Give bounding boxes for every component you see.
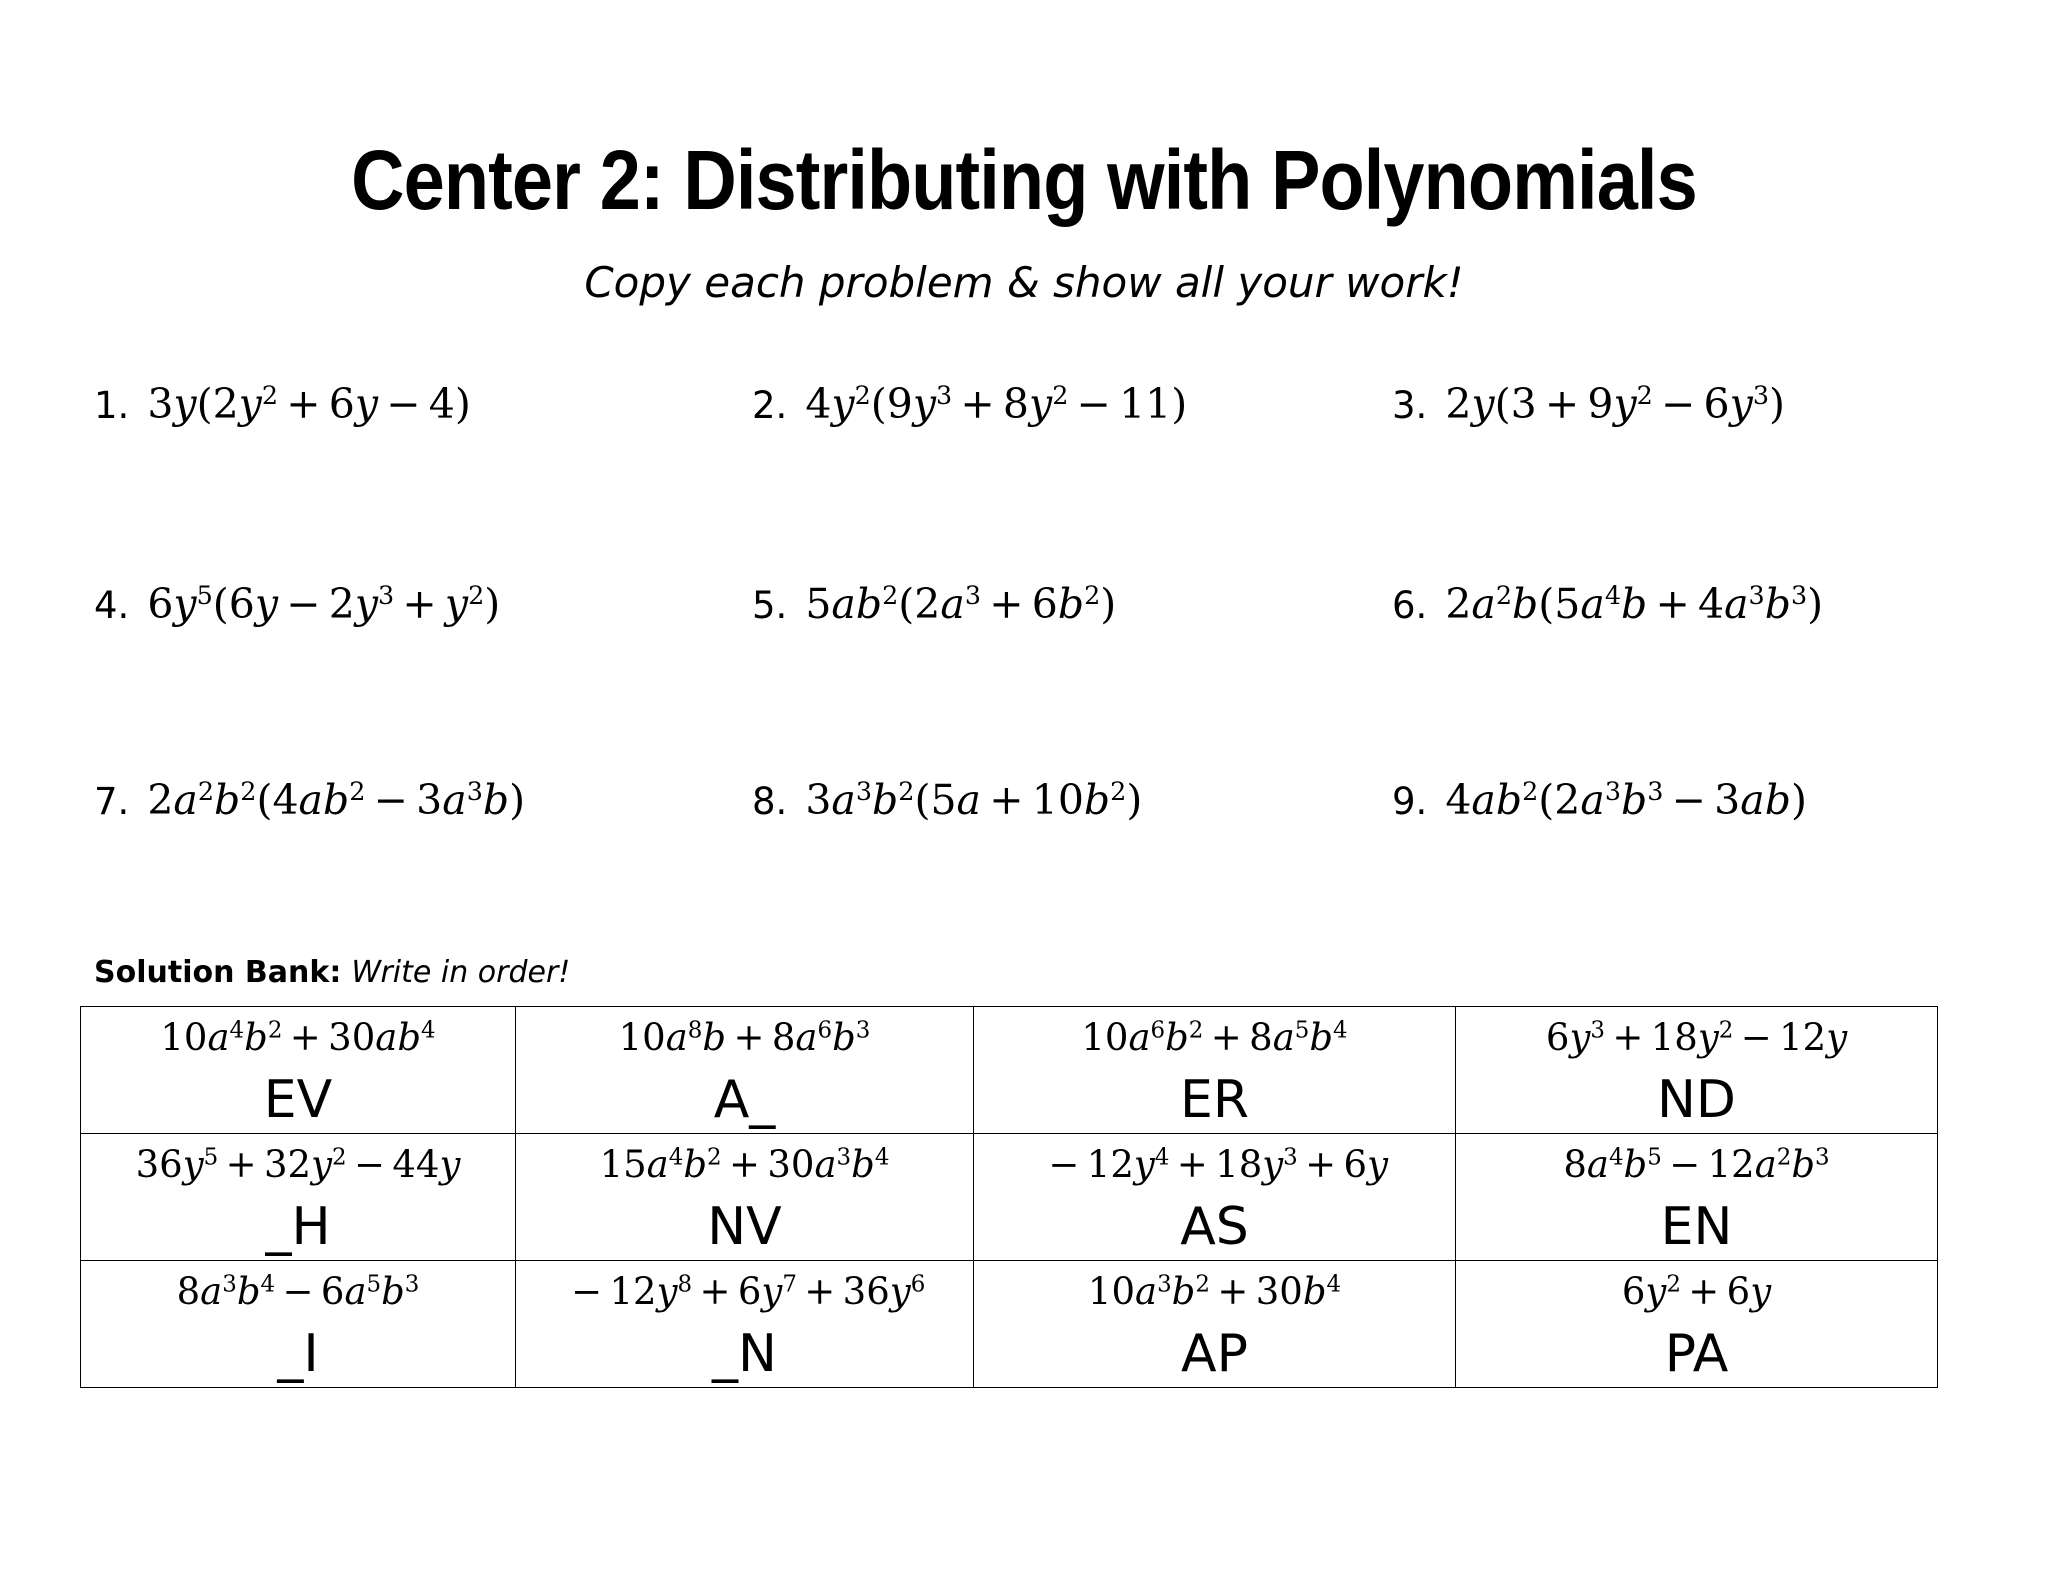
problem-number: 8. xyxy=(752,780,788,823)
solution-code: AS xyxy=(1180,1197,1249,1257)
problem-expression: $3a^3b^2(5a + 10b^2)$ xyxy=(805,776,1143,824)
solution-expression: − $12y^4 + 18y^3 + 6y$ xyxy=(1041,1143,1388,1186)
solution-cell xyxy=(516,1261,974,1388)
solution-code: _I xyxy=(277,1324,319,1384)
problem-expression: $2a^2b^2(4ab^2 - 3a^3b)$ xyxy=(147,776,526,824)
problem-expression: $6y^5(6y - 2y^3 + y^2)$ xyxy=(147,580,501,628)
solution-cell xyxy=(1456,1261,1938,1388)
table-row xyxy=(81,1134,1938,1261)
solution-expression: $10a^6b^2 + 8a^5b^4$ xyxy=(1081,1016,1348,1059)
solution-cell xyxy=(516,1007,974,1134)
solution-cell xyxy=(974,1261,1456,1388)
problem-expression: $4ab^2(2a^3b^3 - 3ab)$ xyxy=(1445,776,1807,824)
page-title: Center 2: Distributing with Polynomials xyxy=(351,133,1697,227)
problem-6 xyxy=(1392,580,1824,628)
solution-code: _N xyxy=(712,1324,777,1384)
solution-code: EN xyxy=(1660,1197,1733,1257)
solution-cell xyxy=(974,1134,1456,1261)
solution-cell xyxy=(81,1007,516,1134)
table-row xyxy=(81,1261,1938,1388)
solution-cell xyxy=(81,1134,516,1261)
solution-cell xyxy=(81,1261,516,1388)
solution-expression: $6y^3 + 18y^2 - 12y$ xyxy=(1545,1016,1848,1059)
solution-cell xyxy=(1456,1007,1938,1134)
problem-expression: $2a^2b(5a^4b + 4a^3b^3)$ xyxy=(1445,580,1824,628)
problem-number: 3. xyxy=(1392,384,1428,427)
solution-code: EV xyxy=(263,1070,333,1130)
problem-number: 1. xyxy=(94,384,130,427)
solution-cell xyxy=(1456,1134,1938,1261)
solution-expression: $10a^3b^2 + 30b^4$ xyxy=(1087,1270,1342,1313)
problem-4 xyxy=(94,580,501,628)
solution-code: ER xyxy=(1180,1070,1249,1130)
solution-code: NV xyxy=(707,1197,782,1257)
solution-expression: $10a^8b + 8a^6b^3$ xyxy=(618,1016,871,1059)
problem-number: 4. xyxy=(94,584,130,627)
solution-bank-heading xyxy=(94,955,571,990)
problem-3 xyxy=(1392,380,1785,428)
problem-number: 2. xyxy=(752,384,788,427)
solution-expression: $8a^3b^4 - 6a^5b^3$ xyxy=(176,1270,420,1313)
problem-9 xyxy=(1392,776,1807,824)
solution-bank-label: Solution Bank: xyxy=(94,955,342,990)
page-subtitle: Copy each problem & show all your work! xyxy=(584,258,1464,307)
problem-number: 7. xyxy=(94,780,130,823)
solution-expression: − $12y^8 + 6y^7 + 36y^6$ xyxy=(563,1270,926,1313)
problem-number: 6. xyxy=(1392,584,1428,627)
problem-number: 9. xyxy=(1392,780,1428,823)
problem-8 xyxy=(752,776,1143,824)
problem-2 xyxy=(752,380,1188,428)
solution-expression: $6y^2 + 6y$ xyxy=(1621,1270,1772,1313)
solution-code: ND xyxy=(1657,1070,1736,1130)
solution-bank-instruction: Write in order! xyxy=(351,955,571,990)
solution-expression: $36y^5 + 32y^2 - 44y$ xyxy=(135,1143,461,1186)
problem-7 xyxy=(94,776,526,824)
solution-bank-table xyxy=(80,1006,1938,1388)
solution-expression: $15a^4b^2 + 30a^3b^4$ xyxy=(599,1143,890,1186)
solution-expression: $10a^4b^2 + 30ab^4$ xyxy=(160,1016,436,1059)
solution-expression: $8a^4b^5 - 12a^2b^3$ xyxy=(1563,1143,1830,1186)
table-row xyxy=(81,1007,1938,1134)
problem-expression: $2y(3 + 9y^2 - 6y^3)$ xyxy=(1445,380,1785,428)
problem-expression: $5ab^2(2a^3 + 6b^2)$ xyxy=(805,580,1117,628)
solution-cell xyxy=(974,1007,1456,1134)
solution-code: PA xyxy=(1664,1324,1729,1384)
solution-cell xyxy=(516,1134,974,1261)
solution-code: A_ xyxy=(713,1070,776,1130)
problem-number: 5. xyxy=(752,584,788,627)
problem-expression: $3y(2y^2 + 6y - 4)$ xyxy=(147,380,471,428)
solution-code: AP xyxy=(1181,1324,1248,1384)
solution-code: _H xyxy=(265,1197,331,1257)
problem-1 xyxy=(94,380,471,428)
problem-5 xyxy=(752,580,1117,628)
problem-expression: $4y^2(9y^3 + 8y^2 - 11)$ xyxy=(805,380,1188,428)
